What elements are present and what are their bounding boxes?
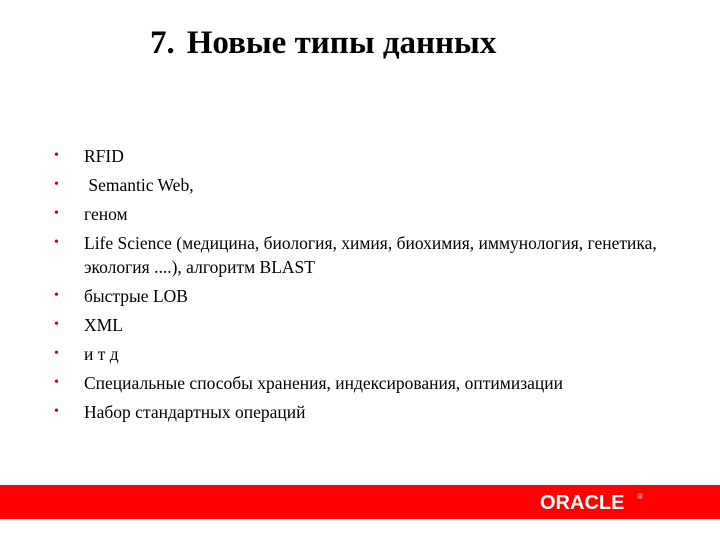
bullet-item <box>54 400 694 424</box>
bullet-item <box>54 144 694 168</box>
bullet-item <box>54 202 694 226</box>
bullet-dot: • <box>54 177 59 192</box>
bullet-item <box>54 342 694 366</box>
bullet-text: геном <box>84 204 128 224</box>
bullet-item <box>54 231 694 279</box>
bullet-item <box>54 284 694 308</box>
bullet-text: RFID <box>84 146 124 166</box>
bullet-text: XML <box>84 315 123 335</box>
bullet-dot: • <box>54 288 59 303</box>
bullet-list <box>54 144 694 429</box>
bullet-dot: • <box>54 235 59 250</box>
bullet-dot: • <box>54 375 59 390</box>
bullet-text: Специальные способы хранения, индексирования, оптимизации <box>84 373 564 393</box>
bullet-text: Semantic Web, <box>84 175 194 195</box>
bullet-dot: • <box>54 148 59 163</box>
title-number: 7. <box>150 25 175 61</box>
bullet-text: быстрые LOB <box>84 286 188 306</box>
bullet-text: и т д <box>84 344 119 364</box>
bullet-dot: • <box>54 346 59 361</box>
bullet-dot: • <box>54 404 59 419</box>
bullet-dot: • <box>54 206 59 221</box>
oracle-logo-text: ORACLE <box>540 492 625 514</box>
bullet-dot: • <box>54 317 59 332</box>
title-text: Новые типы данных <box>186 25 497 61</box>
oracle-logo <box>540 489 650 515</box>
bullet-item <box>54 173 694 197</box>
trademark-mark: ® <box>637 492 643 501</box>
bullet-text: Life Science (медицина, биология, химия, биохимия, иммунология, генетика, экология ....), алгоритм BLAST <box>84 233 657 277</box>
bullet-text: Набор стандартных операций <box>84 402 306 422</box>
slide-title <box>150 24 496 64</box>
bullet-item <box>54 371 694 395</box>
bullet-item <box>54 313 694 337</box>
